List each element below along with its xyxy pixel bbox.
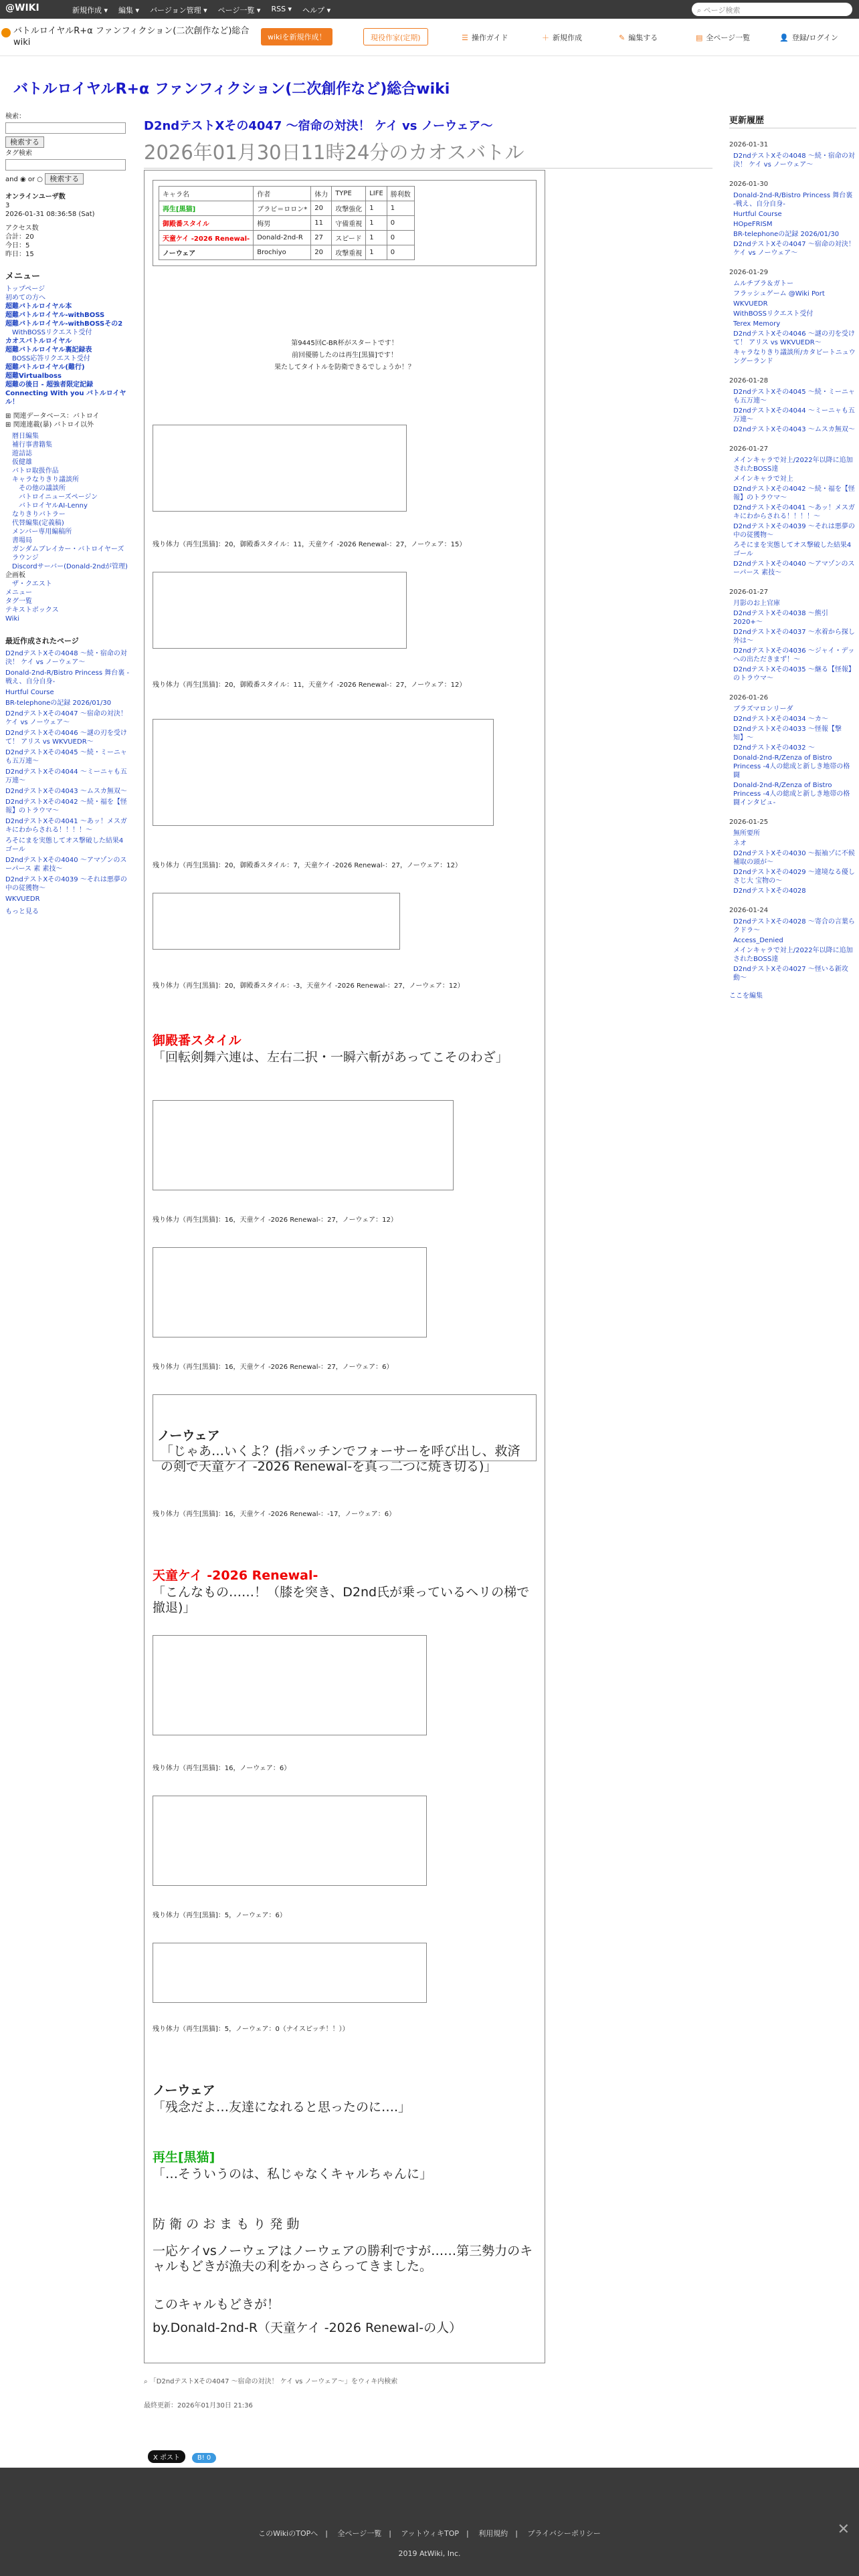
sidebar-sub-item[interactable]: 書場局: [12, 537, 32, 544]
speaker-name: 天童ケイ -2026 Renewal-: [153, 1568, 318, 1583]
wiki-title[interactable]: バトルロイヤルR+α ファンフィクション(二次創作など)総合wiki: [13, 26, 250, 47]
toggle-plus-icon[interactable]: ⊞: [5, 421, 13, 429]
sidebar-item[interactable]: 超難バトルロイヤル-withBOSS: [5, 312, 105, 319]
remaining-hp: 残り体力（再生[黒猫]：20，御殿番スタイル：7，天童ケイ -2026 Renewal-：27，ノーウェア：12）: [153, 862, 462, 869]
footer-link[interactable]: 全ページ一覧: [337, 2529, 382, 2538]
sidebar-sub-item[interactable]: Discordサーバー(Donald-2ndが管理): [12, 563, 128, 570]
recent-page-link[interactable]: BR-telephoneの記録 2026/01/30: [5, 700, 112, 707]
edit-here-link[interactable]: ここを編集: [729, 992, 763, 1000]
char-type: スピード: [332, 231, 366, 245]
battle-log: [153, 1635, 427, 1735]
history-date: 2026-01-27: [729, 445, 769, 453]
history-entry[interactable]: Donald-2nd-R/Zenza of Bistro Princess -4人の総成と新しき地帯の格闘: [733, 754, 850, 779]
history-date: 2026-01-29: [729, 269, 769, 276]
access-yesterday: 昨日：15: [5, 251, 34, 258]
menu-heading: メニュー: [5, 272, 41, 282]
sidebar-sub-item[interactable]: キャラなりきり議談所: [12, 476, 79, 484]
history-group: [729, 580, 856, 685]
sidebar-item[interactable]: トップページ: [5, 286, 45, 293]
history-entry[interactable]: D2ndテストXその4029 〜違境なる優しさじ大 宝物の〜: [733, 869, 855, 885]
sidebar-sub-item[interactable]: ガンダムブレイカー・バトロイヤーズラウンジ: [12, 546, 124, 562]
history-entry[interactable]: D2ndテストXその4041 〜あッ！メスガキにわからされる！！！！〜: [733, 504, 855, 520]
sidebar-menu: [5, 285, 130, 407]
header-cell: TYPE: [332, 187, 366, 201]
history-entry[interactable]: ムルチブラ＆ガトー: [733, 280, 793, 288]
history-entry[interactable]: メインキャラで対上: [733, 475, 793, 483]
finisher-quote: 「回転剣舞六連は、左右二択・一瞬六斬があってこそのわざ」: [153, 1050, 508, 1065]
history-entry[interactable]: WithBOSSリクエスト受付: [733, 310, 814, 318]
history-entry[interactable]: D2ndテストXその4035 〜継る【怪報】のトラウマ〜: [733, 666, 855, 682]
misc-link[interactable]: テキストボックス: [5, 607, 59, 614]
remaining-hp: 残り体力（再生[黒猫]：16，天童ケイ -2026 Renewal-：-17，ノーウェア：6）: [153, 1511, 396, 1518]
footer-link[interactable]: アットウィキTOP: [401, 2529, 460, 2538]
history-entry[interactable]: D2ndテストXその4043 〜ムスカ無双〜: [733, 426, 855, 433]
char-life: 1: [366, 245, 387, 260]
intro-line: 前回優勝したのは再生[黒猫]です！: [292, 352, 397, 359]
menu-rss[interactable]: RSS ▾: [271, 5, 292, 13]
sidebar-item[interactable]: 超難バトルロイヤル(難行): [5, 364, 85, 371]
intro-line: 果たしてタイトルを防衛できるでしょうか！？: [274, 364, 415, 371]
recent-page-link[interactable]: Donald-2nd-R/Bistro Princess 舞台裏 -戦え、自分自身-: [5, 669, 130, 685]
history-entry[interactable]: Hurtful Course: [733, 211, 782, 218]
new-page-link[interactable]: [542, 32, 582, 43]
history-group: [729, 260, 856, 368]
sidebar-sub-item[interactable]: メンバー専用編稿所: [12, 528, 72, 536]
char-type: 攻撃強化: [332, 201, 366, 216]
footer-link[interactable]: このWikiのTOPへ: [258, 2529, 318, 2538]
sidebar-item[interactable]: 超難バトルロイヤル裏記録表: [5, 346, 92, 354]
finisher-name: 御殿番スタイル: [153, 1033, 242, 1048]
wiki-logo-icon: [1, 28, 11, 37]
history-date: 2026-01-30: [729, 181, 769, 188]
char-type: 攻撃重視: [332, 245, 366, 260]
recent-page-link[interactable]: D2ndテストXその4040 〜アマゾンのスーパース 素 素技〜: [5, 857, 127, 873]
tag-search-input[interactable]: [5, 159, 126, 171]
table-row: [159, 216, 415, 231]
speaker-quote: 「こんなもの……！（膝を突き、D2nd氏が乗っているヘリの梯で撤退)」: [153, 1585, 530, 1615]
table-row: [159, 245, 415, 260]
history-entry[interactable]: BR-telephoneの記録 2026/01/30: [733, 231, 840, 238]
update-history-heading: 更新履歴: [729, 116, 856, 128]
history-entry[interactable]: D2ndテストXその4036 〜ジャイ・デッへの出ただきまず！〜: [733, 647, 855, 663]
history-group: [729, 368, 856, 437]
current-date: 2026-01-31 08:36:58 (Sat): [5, 211, 95, 218]
right-sidebar: [729, 116, 856, 1002]
history-date: 2026-01-28: [729, 377, 769, 385]
intro-block: [153, 338, 537, 374]
atwiki-logo[interactable]: @WIKI: [5, 3, 39, 13]
char-name: 天童ケイ -2026 Renewal-: [159, 231, 254, 245]
online-count: 3: [5, 202, 10, 209]
char-name: 御殿番スタイル: [159, 216, 254, 231]
toggle-plus-icon[interactable]: ⊞: [5, 413, 13, 420]
guide-link[interactable]: [462, 32, 508, 43]
recent-page-link[interactable]: D2ndテストXその4045 〜続・ミーニャも五万連〜: [5, 749, 127, 765]
char-hp: 11: [311, 216, 332, 231]
history-entry[interactable]: ブラズマロンリーダ: [733, 706, 793, 713]
page-subtitle: 2026年01月30日11時24分のカオスバトル: [144, 138, 712, 169]
recent-page-link[interactable]: D2ndテストXその4039 〜それは悪夢の中の従獲物〜: [5, 876, 127, 892]
all-pages-label: 全ページ一覧: [706, 33, 751, 42]
sidebar-sub-item[interactable]: なりきりバトラー: [12, 511, 66, 518]
main-content: [144, 116, 712, 2462]
history-entry[interactable]: メインキャラで対上/2022年以降に追加されたBOSS達: [733, 457, 853, 473]
remaining-hp: 残り体力（再生[黒猫]：20，御殿番スタイル：11，天童ケイ -2026 Renewal-：27，ノーウェア：12）: [153, 681, 466, 689]
remaining-hp: 残り体力（再生[黒猫]：20，御殿番スタイル：-3，天童ケイ -2026 Renewal-：27，ノーウェア：12）: [153, 982, 464, 990]
page-search-input[interactable]: [692, 3, 852, 16]
sidebar-item[interactable]: 初めての方へ: [5, 294, 45, 302]
recent-page-link[interactable]: D2ndテストXその4043 〜ムスカ無双〜: [5, 788, 127, 795]
history-entry[interactable]: D2ndテストXその4038 〜熊引2020+〜: [733, 610, 828, 626]
last-updated: 最終更新：2026年01月30日 21:36: [144, 2402, 253, 2409]
char-table: [159, 186, 415, 260]
battle-log: [153, 1100, 454, 1190]
close-icon[interactable]: ✕: [837, 2521, 850, 2538]
sidebar-item[interactable]: 超難バトルロイヤル本: [5, 303, 72, 310]
history-group: [729, 172, 856, 260]
sidebar-sub-item[interactable]: バトロ取扱作品: [12, 467, 59, 475]
recent-heading: 最近作成されたページ: [5, 637, 79, 645]
history-entry[interactable]: D2ndテストXその4044 〜ミーニャも五万連〜: [733, 407, 855, 423]
speaker-name: ノーウェア: [153, 2083, 215, 2098]
history-entry[interactable]: D2ndテストXその4042 〜続・福を【怪報】のトラウマ〜: [733, 486, 855, 502]
char-life: 1: [366, 231, 387, 245]
sidebar-sub-item[interactable]: 仮健雄: [12, 459, 32, 466]
sidebar-sub-item[interactable]: 代替編集(定義稿): [12, 520, 64, 527]
history-entry[interactable]: D2ndテストXその4030 〜振袖ゾに不候補取の頭が〜: [733, 850, 855, 866]
result-note: 一応ケイvsノーウェアはノーウェアの勝利ですが……第三勢力のキャルもどきが漁夫の利をかっさらってきました。: [153, 2244, 533, 2274]
winner-quote: 「…そういうのは、私じゃなくキャルちゃんに」: [153, 2167, 433, 2181]
wiki-toolbar: [0, 19, 859, 56]
history-entry[interactable]: D2ndテストXその4028 〜寄合の言葉らクドラ〜: [733, 918, 855, 934]
history-entry[interactable]: Donald-2nd-R/Zenza of Bistro Princess -4人の総成と新しき地帯の格闘インタビュ-: [733, 782, 850, 807]
history-entry[interactable]: Terex Memory: [733, 320, 781, 328]
history-entry[interactable]: D2ndテストXその4045 〜続・ミーニャも五万連〜: [733, 389, 855, 405]
extra-heading: 企画板: [5, 572, 25, 579]
history-group: [729, 810, 856, 898]
online-label: オンラインユーザ数: [5, 193, 66, 201]
history-group: [729, 685, 856, 810]
author-byline: by.Donald-2nd-R（天童ケイ -2026 Renewal-の人）: [153, 2321, 462, 2335]
history-entry[interactable]: D2ndテストXその4028: [733, 887, 806, 895]
wiki-search-link[interactable]: [144, 2375, 397, 2385]
table-header-row: [159, 187, 415, 201]
guide-button[interactable]: 現役作家(定期): [363, 28, 428, 45]
defense-charm: 防 衛 の お ま も り 発 動: [153, 2217, 300, 2232]
update-history-list: [729, 132, 856, 985]
more-link[interactable]: もっと見る: [5, 908, 39, 916]
history-entry[interactable]: D2ndテストXその4048 〜続・宿命の対決！ ケイ vs ノーウェア〜: [733, 152, 855, 169]
history-entry[interactable]: フラッシュゲーム @Wiki Port: [733, 290, 825, 298]
sidebar-sub-item[interactable]: 暦日編集: [12, 433, 39, 440]
all-pages-link[interactable]: [696, 32, 750, 43]
history-entry[interactable]: Donald-2nd-R/Bistro Princess 舞台裏 -戦え、自分自身-: [733, 192, 853, 208]
search-button[interactable]: 検索する: [5, 136, 44, 148]
speaker-name: ノーウェア: [157, 1428, 220, 1443]
char-wins: 1: [387, 201, 414, 216]
sidebar-sub-item[interactable]: 補行事書籍集: [12, 441, 52, 449]
char-hp: 20: [311, 201, 332, 216]
menu-pages[interactable]: ページ一覧 ▾: [217, 6, 261, 15]
history-entry[interactable]: D2ndテストXその4033 〜怪報【撃知】〜: [733, 726, 842, 742]
wiki-create-button[interactable]: wikiを新規作成！: [261, 28, 332, 45]
wiki-search-link-label: 「D2ndテストXその4047 〜宿命の対決！ ケイ vs ノーウェア〜」をウィキ内検索: [149, 2378, 398, 2385]
char-table-box: [153, 180, 537, 266]
access-today: 今日：5: [5, 242, 30, 249]
login-label: 登録/ログイン: [791, 33, 838, 42]
related-other[interactable]: 関連連載(暴) バトロイ以外: [13, 421, 94, 429]
sidebar-sub-item[interactable]: バトロイヤルAI-Lenny: [19, 502, 88, 510]
header-cell: LIFE: [366, 187, 387, 201]
plus-icon: ＋: [542, 33, 549, 42]
history-date: 2026-01-27: [729, 588, 769, 596]
header-cell: 体力: [311, 187, 332, 201]
misc-link[interactable]: メニュー: [5, 589, 32, 597]
sidebar-sub-item[interactable]: 遊詰誌: [12, 450, 32, 457]
winner-name: 再生[黒猫]: [153, 2150, 215, 2165]
top-menu: [72, 5, 330, 15]
remaining-hp: 残り体力（再生[黒猫]：20，御殿番スタイル：11，天童ケイ -2026 Renewal-：27，ノーウェア：15）: [153, 541, 466, 548]
footer: [0, 2468, 859, 2576]
menu-new[interactable]: 新規作成 ▾: [72, 6, 108, 15]
char-name: 再生[黒猫]: [159, 201, 254, 216]
history-entry[interactable]: ろそにまを実態してオス撃破した結果4ゴール: [733, 542, 852, 558]
recent-page-link[interactable]: D2ndテストXその4046 〜謎の刃を受けて！ アリス vs WKVUEDR〜: [5, 730, 127, 746]
remaining-hp: 残り体力（再生[黒猫]：16，ノーウェア：6）: [153, 1765, 291, 1772]
history-group: [729, 898, 856, 985]
list-icon: ▤: [696, 33, 703, 42]
char-author: 梅男: [254, 216, 311, 231]
menu-version[interactable]: バージョン管理 ▾: [150, 6, 207, 15]
battle-log: [153, 1247, 427, 1337]
battle-log: [153, 893, 400, 950]
sidebar-item[interactable]: カオスバトルロイヤル: [5, 338, 72, 345]
recent-page-link[interactable]: D2ndテストXその4044 〜ミーニャも五万連〜: [5, 768, 127, 784]
search-placeholder: ページ検索: [703, 6, 741, 15]
header-cell: キャラ名: [159, 187, 254, 201]
history-group: [729, 132, 856, 172]
char-wins: 0: [387, 216, 414, 231]
share-bar: [148, 2450, 220, 2463]
site-title[interactable]: バトルロイヤルR+α ファンフィクション(二次創作など)総合wiki: [13, 81, 450, 98]
intro-line: 第9445回C-BR杯がスタートです！: [291, 340, 398, 347]
footer-link[interactable]: プライバシーポリシー: [527, 2529, 601, 2538]
history-entry[interactable]: D2ndテストXその4034 〜カ〜: [733, 716, 828, 723]
access-label: アクセス数: [5, 225, 39, 232]
history-entry[interactable]: D2ndテストXその4037 〜水着から探し外は〜: [733, 629, 855, 645]
history-entry[interactable]: メインキャラで対上/2022年以降に追加されたBOSS達: [733, 947, 853, 963]
history-entry[interactable]: Access_Denied: [733, 937, 783, 944]
remaining-hp: 残り体力（再生[黒猫]：5，ノーウェア：0（ナイスピッチ！！））: [153, 2026, 349, 2033]
table-row: [159, 201, 415, 216]
history-entry[interactable]: D2ndテストXその4047 〜宿命の対決！ ケイ vs ノーウェア〜: [733, 241, 855, 257]
related-db[interactable]: 関連データベース：バトロイ: [13, 413, 100, 420]
history-entry[interactable]: 無所要所: [733, 830, 760, 837]
tag-search-label: タグ検索: [5, 150, 32, 157]
copyright: 2019 AtWiki, Inc.: [398, 2549, 461, 2558]
top-bar: [0, 0, 859, 19]
history-entry[interactable]: HOpeFRISM: [733, 221, 773, 228]
history-entry[interactable]: 月影のお上官庫: [733, 600, 780, 607]
footer-link[interactable]: 利用規約: [478, 2529, 508, 2538]
remaining-hp: 残り体力（再生[黒猫]：5，ノーウェア：6）: [153, 1912, 286, 1919]
new-page-label: 新規作成: [553, 33, 582, 42]
recent-page-link[interactable]: D2ndテストXその4047 〜宿命の対決！ ケイ vs ノーウェア〜: [5, 710, 127, 726]
char-author: Donald-2nd-R: [254, 231, 311, 245]
battle-log: [153, 719, 494, 826]
guide-label: 操作ガイド: [471, 33, 508, 42]
char-name: ノーウェア: [159, 245, 254, 260]
access-total: 合計：20: [5, 233, 34, 241]
sidebar-item[interactable]: BOSS応答リクエスト受付: [12, 355, 90, 362]
history-date: 2026-01-31: [729, 141, 769, 148]
recent-page-link[interactable]: ろそにまを実態してオス撃破した結果4ゴール: [5, 837, 124, 853]
remaining-hp: 残り体力（再生[黒猫]：16，天童ケイ -2026 Renewal-：27，ノーウェア：12）: [153, 1216, 397, 1224]
battle-log-frame: [144, 170, 545, 2363]
char-life: 1: [366, 216, 387, 231]
login-link[interactable]: [779, 32, 838, 43]
history-entry[interactable]: D2ndテストXその4040 〜アマゾンのスーパース 素技〜: [733, 560, 855, 576]
recent-page-link[interactable]: D2ndテストXその4048 〜続・宿命の対決！ ケイ vs ノーウェア〜: [5, 650, 127, 666]
page-title[interactable]: D2ndテストXその4047 〜宿命の対決！ ケイ vs ノーウェア〜: [144, 119, 493, 133]
tag-search-button[interactable]: 検索する: [45, 173, 84, 185]
search-icon: ⌕: [144, 2378, 150, 2385]
char-wins: 0: [387, 245, 414, 260]
menu-help[interactable]: ヘルプ ▾: [302, 6, 331, 15]
recent-page-link[interactable]: WKVUEDR: [5, 895, 40, 903]
history-entry[interactable]: ネオ: [733, 840, 747, 847]
hatena-bookmark-button[interactable]: B! 0: [192, 2453, 216, 2463]
history-entry[interactable]: D2ndテストXその4046 〜謎の刃を受けて！ アリス vs WKVUEDR〜: [733, 330, 855, 346]
recent-page-link[interactable]: D2ndテストXその4041 〜あッ！メスガキにわからされる！！！！〜: [5, 818, 127, 834]
char-hp: 20: [311, 245, 332, 260]
char-type: 守備重視: [332, 216, 366, 231]
history-entry[interactable]: WKVUEDR: [733, 300, 768, 308]
recent-list: [5, 649, 130, 903]
sidebar-item[interactable]: WithBOSSリクエスト受付: [12, 329, 92, 336]
sub-menu: [5, 432, 130, 571]
sidebar-sub-item[interactable]: その他の議談所: [19, 485, 66, 492]
char-author: ブラビ＝ロロン*: [254, 201, 311, 216]
header-cell: 勝利数: [387, 187, 414, 201]
history-entry[interactable]: D2ndテストXその4032 〜: [733, 744, 815, 752]
history-entry[interactable]: D2ndテストXその4027 〜怪いる新攻動〜: [733, 966, 848, 982]
battle-log: [153, 572, 407, 649]
result-exclaim: このキャルもどきが！: [153, 2297, 280, 2312]
history-date: 2026-01-24: [729, 907, 769, 914]
misc-link[interactable]: タグ一覧: [5, 598, 32, 605]
search-icon: ⌕: [697, 6, 704, 15]
char-wins: 0: [387, 231, 414, 245]
wiki-search-input[interactable]: [5, 122, 126, 134]
sidebar-item[interactable]: Connecting With you バトルロイヤル！: [5, 390, 126, 406]
history-date: 2026-01-26: [729, 694, 769, 702]
pencil-icon: ✎: [619, 33, 626, 42]
history-date: 2026-01-25: [729, 819, 769, 826]
sidebar-item[interactable]: 超難バトルロイヤル-withBOSSその2: [5, 320, 123, 328]
sidebar-item[interactable]: 超難の後日 - 超強者限定記録: [5, 381, 94, 389]
speaker-quote: 「じゃあ…いくよ？(指パッチンでフォーサーを呼び出し、救済の剣で天童ケイ -2026 Renewal-を真っ二つに焼き切る)」: [161, 1444, 520, 1474]
misc-link[interactable]: Wiki: [5, 615, 20, 623]
battle-log: [153, 425, 407, 512]
battle-log: [153, 1943, 427, 2003]
char-life: 1: [366, 201, 387, 216]
history-entry[interactable]: D2ndテストXその4039 〜それは悪夢の中の従獲物〜: [733, 523, 855, 539]
sidebar-sub-item[interactable]: ザ・クエスト: [12, 580, 52, 588]
x-post-button[interactable]: X ポスト: [148, 2450, 185, 2463]
recent-page-link[interactable]: Hurtful Course: [5, 689, 54, 696]
remaining-hp: 残り体力（再生[黒猫]：16，天童ケイ -2026 Renewal-：27，ノーウェア：6）: [153, 1364, 393, 1371]
menu-edit[interactable]: 編集 ▾: [118, 6, 140, 15]
sidebar-sub-item[interactable]: バトロイニューズページン: [19, 494, 98, 501]
user-icon: 👤: [779, 33, 789, 42]
edit-label: 編集する: [628, 33, 658, 42]
guide-icon: ☰: [462, 33, 468, 42]
history-entry[interactable]: キャラなりきり議談所/カタビートニュウングーランド: [733, 349, 856, 365]
search-label: 検索：: [5, 113, 25, 120]
footer-links: このWikiのTOPへ | 全ページ一覧 | アットウィキTOP | 利用規約 | プライバシーポリシー: [258, 2529, 601, 2538]
header-cell: 作者: [254, 187, 311, 201]
char-hp: 27: [311, 231, 332, 245]
battle-log: [153, 1796, 427, 1886]
speaker-quote: 「残念だよ…友達になれると思ったのに….」: [153, 2100, 411, 2115]
char-author: Brochiyo: [254, 245, 311, 260]
recent-page-link[interactable]: D2ndテストXその4042 〜続・福を【怪報】のトラウマ〜: [5, 798, 127, 815]
history-group: [729, 437, 856, 580]
and-or-radio[interactable]: and ◉ or ○: [5, 176, 43, 183]
edit-link[interactable]: [619, 32, 658, 43]
sidebar-item[interactable]: 超難Virtualboss: [5, 372, 62, 380]
table-row: [159, 231, 415, 245]
left-sidebar: [5, 112, 130, 916]
